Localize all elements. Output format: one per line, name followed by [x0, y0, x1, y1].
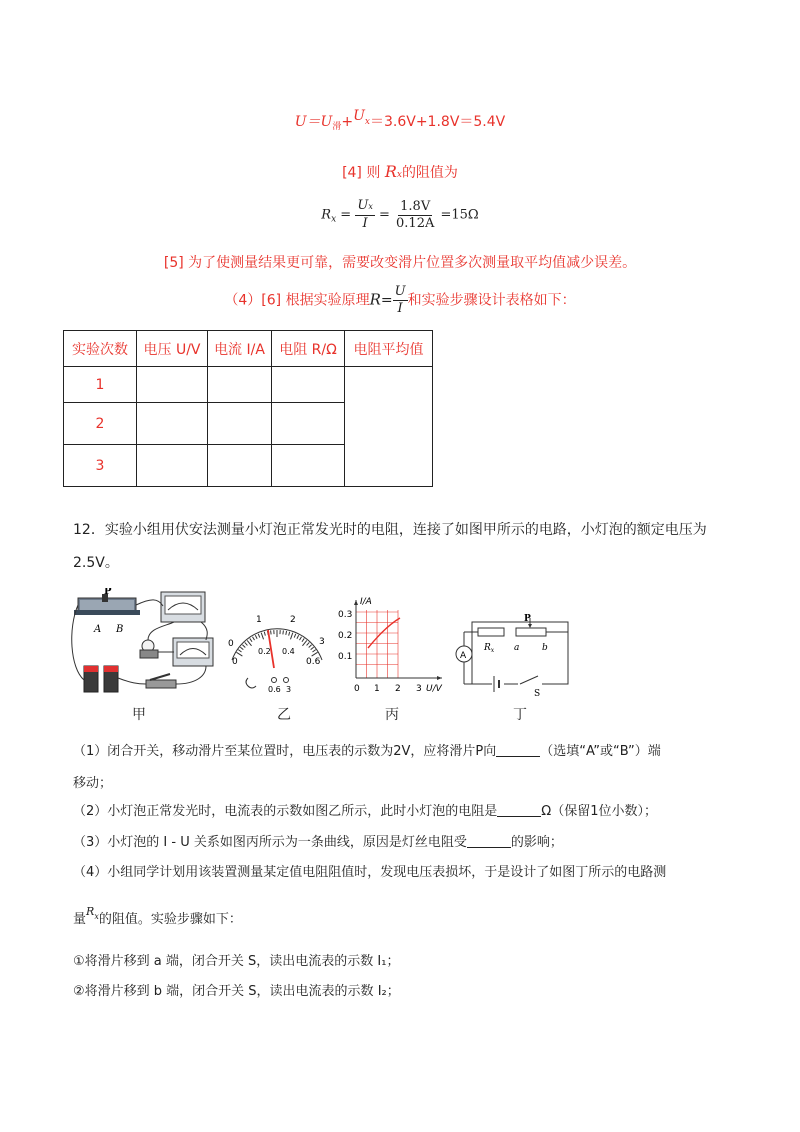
total-voltage-equation	[0, 108, 800, 132]
dial-tick	[307, 642, 310, 645]
terminal-neg	[246, 678, 256, 688]
table-cell	[208, 445, 272, 487]
q4-line-2	[73, 905, 242, 927]
calc-ux: U	[357, 198, 369, 213]
y-tick-03: 0.3	[338, 610, 353, 620]
dial-tick	[311, 647, 314, 650]
dial-right-tick: 3	[319, 637, 325, 647]
calc-eq: =	[340, 207, 352, 223]
calc-i: I	[362, 216, 368, 231]
switch-base	[146, 680, 176, 688]
wire	[148, 622, 174, 640]
rheostat-base	[74, 610, 140, 615]
rheostat	[516, 628, 546, 636]
step4-post: 的阻值为	[401, 165, 458, 181]
slider-p-label: P	[104, 588, 112, 597]
x-tick-3: 3	[416, 684, 422, 694]
y-axis-arrow	[354, 600, 358, 605]
x-tick-2: 2	[395, 684, 401, 694]
circuit-rx-label: $R_x$	[484, 643, 495, 654]
eq-sub-hua: 滑	[332, 122, 342, 132]
x-tick-0: 0	[354, 684, 360, 694]
dial-tick	[261, 633, 263, 640]
table-cell	[137, 445, 208, 487]
switch-lever	[150, 674, 170, 680]
eq-ux-sub: x	[364, 117, 370, 127]
dial-tick	[309, 645, 312, 648]
circuit-figure	[452, 612, 574, 696]
terminal-3-label: 3	[286, 685, 292, 694]
dial-tick	[255, 635, 257, 639]
wire	[136, 600, 163, 606]
slider-arrow-head	[528, 624, 532, 628]
q3-blank	[467, 833, 511, 848]
y-axis-label: I/A	[360, 597, 372, 607]
table-cell	[272, 403, 345, 445]
step4-rx: R	[384, 162, 397, 181]
x-axis-label: U/V	[426, 684, 442, 694]
resistor-rx	[478, 628, 504, 636]
calc-r: R	[321, 207, 332, 223]
calc-num: 1.8V	[400, 198, 431, 214]
terminal-3	[284, 678, 289, 683]
q12-intro-1: 12．实验小组用伏安法测量小灯泡正常发光时的电阻，连接了如图甲所示的电路，小灯泡的额定电压为	[73, 522, 707, 538]
battery-2-cap	[104, 666, 118, 672]
table-cell	[137, 367, 208, 403]
wire	[72, 605, 84, 680]
wire	[118, 678, 146, 684]
step6-line	[0, 284, 800, 317]
dial-top-tick-2: 2	[290, 615, 296, 625]
y-tick-02: 0.2	[338, 631, 353, 641]
q1-text-a: （1）闭合开关，移动滑片至某位置时，电压表的示数为2V，应将滑片P向	[73, 744, 497, 759]
step4-line	[0, 162, 800, 182]
header-trial: 实验次数	[64, 331, 137, 367]
q12-intro-2: 2.5V。	[73, 555, 119, 571]
dial-tick	[238, 650, 241, 652]
table-cell	[272, 367, 345, 403]
q2-text-b: Ω（保留1位小数）；	[541, 804, 657, 819]
step6-num: U	[394, 284, 406, 299]
dial-tick	[245, 642, 248, 645]
dial-tick	[297, 635, 299, 639]
dial-tick	[302, 638, 304, 641]
y-tick-01: 0.1	[338, 652, 353, 662]
eq-rest: ＝3.6V+1.8V＝5.4V	[369, 114, 506, 130]
q3-text-a: （3）小灯泡的 I - U 关系如图丙所示为一条曲线，原因是灯丝电阻受	[73, 835, 467, 850]
step5-line: [5] 为了使测量结果更可靠，需要改变滑片位置多次测量取平均值减少误差。	[163, 255, 637, 271]
dial-inner-tick-1: 0.2	[258, 647, 271, 656]
q1-line-2: 移动；	[73, 776, 113, 791]
battery-1-cap	[84, 666, 98, 672]
dial-tick	[290, 633, 292, 640]
header-average: 电阻平均值	[345, 331, 433, 367]
experiment-table	[63, 330, 433, 487]
dial-tick	[264, 632, 265, 636]
dial-tick	[286, 631, 287, 635]
fig-label-ding: 丁	[513, 707, 527, 723]
q1-line	[73, 740, 661, 759]
circuit-p-label: P	[524, 614, 531, 624]
table-cell	[272, 445, 345, 487]
step6-frac	[393, 284, 408, 317]
q2-text-a: （2）小灯泡正常发光时，电流表的示数如图乙所示，此时小灯泡的电阻是	[73, 804, 498, 819]
dial-tick	[236, 652, 242, 656]
graph-grid	[356, 610, 398, 678]
step6-pre: （4）[6] 根据实验原理	[224, 292, 370, 309]
step6-r: R	[369, 290, 381, 309]
iu-graph-figure	[338, 596, 458, 696]
step6-den: I	[397, 301, 403, 316]
calc-eq-2: =	[378, 207, 390, 223]
q3-line	[73, 831, 563, 850]
step6-post: 和实验步骤设计表格如下：	[407, 292, 576, 309]
calc-frac-symbolic	[355, 198, 374, 232]
table-row-3-label: 3	[64, 445, 137, 487]
wire	[201, 622, 207, 640]
table-cell	[208, 367, 272, 403]
q2-line	[73, 800, 657, 819]
q4-rx: R	[86, 905, 95, 918]
dial-tick	[240, 647, 243, 650]
dial-ticks	[236, 630, 317, 656]
x-tick-1: 1	[374, 684, 380, 694]
step6-eq: =	[380, 292, 393, 309]
header-voltage: 电压 U/V	[137, 331, 208, 367]
dial-tick	[252, 637, 254, 640]
resistance-calculation	[0, 198, 800, 232]
circuit-b-label: b	[542, 643, 548, 653]
calc-ux-sub: x	[368, 202, 373, 211]
fig-label-yi: 乙	[277, 707, 291, 723]
step4-pre: 则	[361, 165, 385, 181]
fig-label-jia: 甲	[132, 707, 146, 723]
dial-inner-end: 0.6	[306, 657, 321, 667]
q3-text-b: 的影响；	[510, 835, 563, 850]
dial-tick	[299, 637, 301, 640]
dial-tick	[302, 640, 306, 645]
eq-u: U＝U	[294, 114, 333, 130]
q4-post: 的阻值。实验步骤如下：	[98, 912, 242, 927]
header-current: 电流 I/A	[208, 331, 272, 367]
dial-tick	[283, 630, 284, 634]
terminal-b-label: B	[116, 624, 124, 635]
calc-result: =15Ω	[440, 207, 479, 223]
calc-frac-numeric	[394, 199, 436, 232]
q4-pre: 量	[73, 912, 87, 927]
dial-tick	[258, 634, 260, 638]
step-2: ②将滑片移到 b 端，闭合开关 S，读出电流表的示数 I₂；	[73, 984, 400, 999]
dial-tick	[242, 645, 245, 648]
dial-inner-tick-2: 0.4	[282, 647, 295, 656]
ammeter-dial-figure	[222, 608, 332, 698]
x-axis-arrow	[437, 676, 442, 680]
ammeter-label: A	[460, 651, 467, 661]
dial-tick	[312, 650, 315, 652]
bulb-base	[140, 650, 158, 658]
dial-tick	[271, 630, 272, 634]
dial-inner-zero: 0	[232, 657, 238, 667]
gap	[466, 614, 474, 618]
ammeter-face	[177, 642, 209, 658]
calc-r-sub: x	[331, 214, 337, 225]
step4-tag: [4]	[342, 165, 362, 181]
step4-rx-sub: x	[396, 170, 402, 180]
dial-top-tick-1: 1	[256, 615, 262, 625]
header-resistance: 电阻 R/Ω	[272, 331, 345, 367]
dial-tick	[312, 652, 318, 656]
table-row-1-label: 1	[64, 367, 137, 403]
eq-ux: U	[353, 108, 365, 124]
calc-den: 0.12A	[396, 215, 435, 231]
circuit-a-label: a	[514, 643, 520, 653]
table-row-2-label: 2	[64, 403, 137, 445]
fig-label-bing: 丙	[385, 707, 399, 723]
dial-tick	[247, 640, 251, 645]
table-cell	[208, 403, 272, 445]
q1-text-b: （选填“A”或“B”）端	[540, 744, 661, 759]
apparatus-figure	[66, 588, 216, 700]
table-cell	[137, 403, 208, 445]
step-1: ①将滑片移到 a 端，闭合开关 S，读出电流表的示数 I₁；	[73, 954, 400, 969]
terminal-a-label: A	[94, 624, 102, 635]
q1-blank	[496, 742, 540, 757]
average-cell	[345, 367, 433, 487]
switch-label: S	[534, 689, 541, 696]
dial-left-tick: 0	[228, 639, 234, 649]
terminal-06-label: 0.6	[268, 685, 281, 694]
voltmeter-face	[165, 596, 201, 614]
dial-tick	[294, 634, 296, 638]
q4-line-1: （4）小组同学计划用该装置测量某定值电阻阻值时，发现电压表损坏，于是设计了如图丁所示的电路测	[73, 865, 667, 880]
dial-tick	[250, 638, 252, 641]
eq-plus: +	[341, 114, 354, 130]
terminal-06	[272, 678, 277, 683]
dial-tick	[289, 632, 290, 636]
wire	[176, 666, 206, 684]
q2-blank	[497, 802, 541, 817]
q4-rx-sub: x	[94, 912, 99, 921]
